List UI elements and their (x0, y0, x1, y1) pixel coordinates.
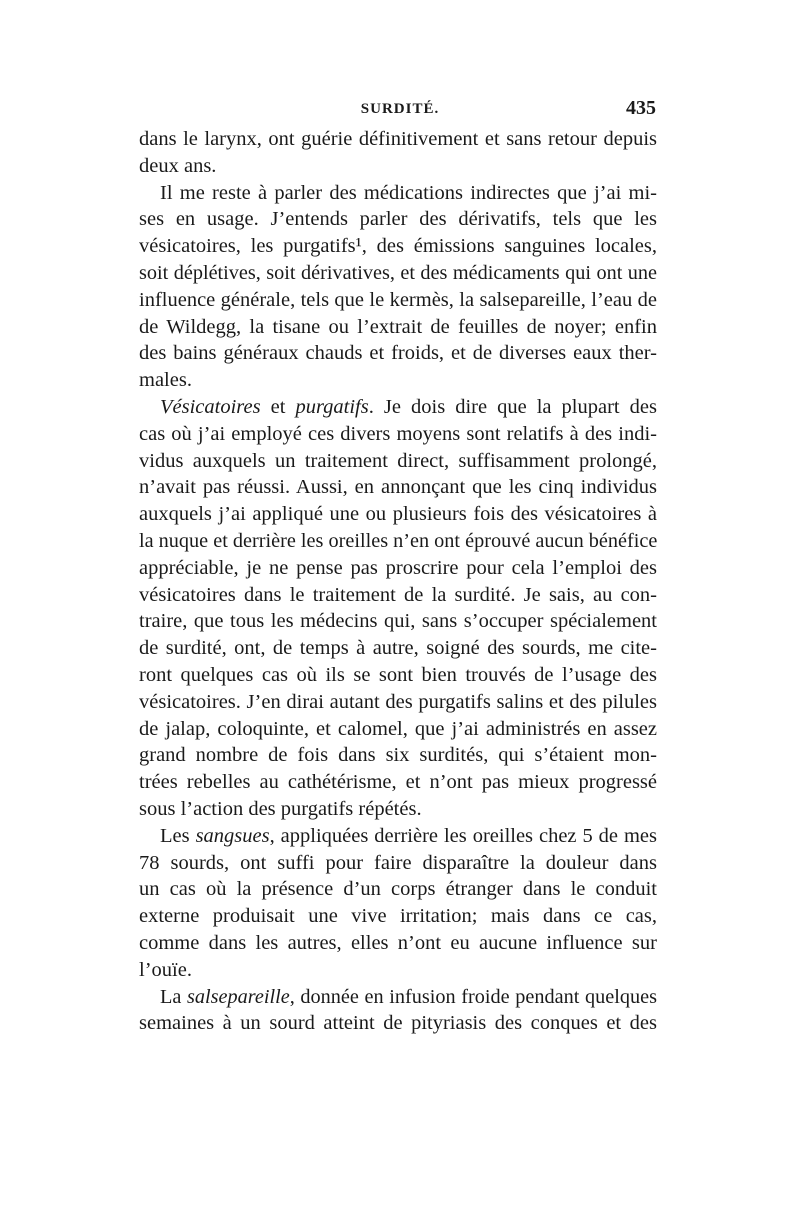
text-run: externe produisait une vive irritation; mais dans ce cas, (139, 905, 657, 928)
text-line (139, 582, 657, 609)
text-run: grand nombre de fois dans six surdités, qui s’étaient mon- (139, 744, 657, 767)
text-run: influence générale, tels que le kermès, la salsepareille, l’eau de (139, 288, 657, 311)
running-title: SURDITÉ. (360, 101, 440, 117)
text-run: traire, que tous les médecins qui, sans s’occuper spécialement (139, 610, 657, 633)
text-run: . Je dois dire que la plupart des (368, 395, 657, 418)
text-line (139, 474, 657, 501)
text-line (139, 394, 657, 421)
text-run: vésicatoires, les purgatifs¹, des émissions sanguines locales, (139, 235, 657, 258)
text-run: vidus auxquels un traitement direct, suffisamment prolongé, (139, 449, 657, 472)
text-run: auxquels j’ai appliqué une ou plusieurs fois des vésicatoires à (139, 503, 657, 526)
italic-term: Vésicatoires (160, 395, 261, 418)
text-run: cas où j’ai employé ces divers moyens sont relatifs à des indi- (139, 422, 657, 445)
text-line (139, 528, 657, 555)
text-line (139, 769, 657, 796)
text-line (139, 367, 657, 394)
text-run: la nuque et derrière les oreilles n’en ont éprouvé aucun bénéfice (139, 529, 658, 552)
text-line (139, 957, 657, 984)
text-line (139, 796, 657, 823)
text-line (139, 448, 657, 475)
text-line (139, 930, 657, 957)
text-line (139, 153, 657, 180)
text-run: semaines à un sourd atteint de pityriasis des conques et des (139, 1012, 657, 1035)
text-line (139, 206, 657, 233)
text-run: trées rebelles au cathétérisme, et n’ont pas mieux progressé (139, 771, 657, 794)
text-line (139, 340, 657, 367)
text-line (139, 287, 657, 314)
text-line (139, 742, 657, 769)
text-run: ses en usage. J’entends parler des dérivatifs, tels que les (139, 208, 657, 231)
text-run: un cas où la présence d’un corps étranger dans le conduit (139, 878, 657, 901)
italic-term: salsepareille (187, 985, 290, 1008)
text-line (139, 1010, 657, 1037)
text-line (139, 876, 657, 903)
text-run: de surdité, ont, de temps à autre, soigné des sourds, me cite- (139, 637, 657, 660)
text-line (139, 233, 657, 260)
text-line (139, 260, 657, 287)
text-line (139, 716, 657, 743)
text-line (139, 126, 657, 153)
text-run: Les (160, 824, 196, 847)
text-line (139, 903, 657, 930)
text-run: dans le larynx, ont guérie définitivement et sans retour depuis (139, 128, 657, 150)
text-run: de jalap, coloquinte, et calomel, que j’ai administrés en assez (139, 717, 657, 740)
text-run: sous l’action des purgatifs répétés. (139, 797, 422, 820)
italic-term: purgatifs (295, 395, 369, 418)
text-line (139, 823, 657, 850)
text-run: vésicatoires. J’en dirai autant des purgatifs salins et des pilules (139, 690, 657, 713)
text-run: males. (139, 369, 192, 392)
text-line (139, 608, 657, 635)
text-run: La (160, 985, 187, 1008)
text-line (139, 662, 657, 689)
italic-term: sangsues (195, 824, 270, 847)
text-line (139, 501, 657, 528)
text-run: 78 sourds, ont suffi pour faire disparaître la douleur dans (139, 851, 657, 874)
text-run: appréciable, je ne pense pas proscrire pour cela l’emploi des (139, 556, 657, 579)
text-run: vésicatoires dans le traitement de la surdité. Je sais, au con- (139, 583, 657, 606)
text-line (139, 421, 657, 448)
text-run: deux ans. (139, 154, 217, 177)
text-line (139, 689, 657, 716)
text-run: des bains généraux chauds et froids, et de diverses eaux ther- (139, 342, 657, 365)
text-run: comme dans les autres, elles n’ont eu aucune influence sur (139, 931, 657, 954)
text-run: et (260, 395, 296, 418)
text-line (139, 850, 657, 877)
text-run: n’avait pas réussi. Aussi, en annonçant que les cinq individus (139, 476, 657, 499)
text-line (139, 984, 657, 1011)
text-line (139, 555, 657, 582)
text-run: ront quelques cas où ils se sont bien trouvés de l’usage des (139, 663, 657, 686)
text-run: l’ouïe. (139, 958, 192, 981)
text-line (139, 635, 657, 662)
text-run: soit déplétives, soit dérivatives, et des médicaments qui ont une (139, 261, 657, 284)
text-run: de Wildegg, la tisane ou l’extrait de feuilles de noyer; enfin (139, 315, 657, 338)
text-run: , donnée en infusion froide pendant quelques (289, 985, 658, 1008)
page-number: 435 (626, 97, 656, 119)
body-text (139, 126, 657, 1037)
text-line (139, 314, 657, 341)
text-run: , appliquées derrière les oreilles chez 5 de mes (269, 824, 657, 847)
text-run: Il me reste à parler des médications indirectes que j’ai mi- (160, 181, 657, 204)
text-line (139, 180, 657, 207)
